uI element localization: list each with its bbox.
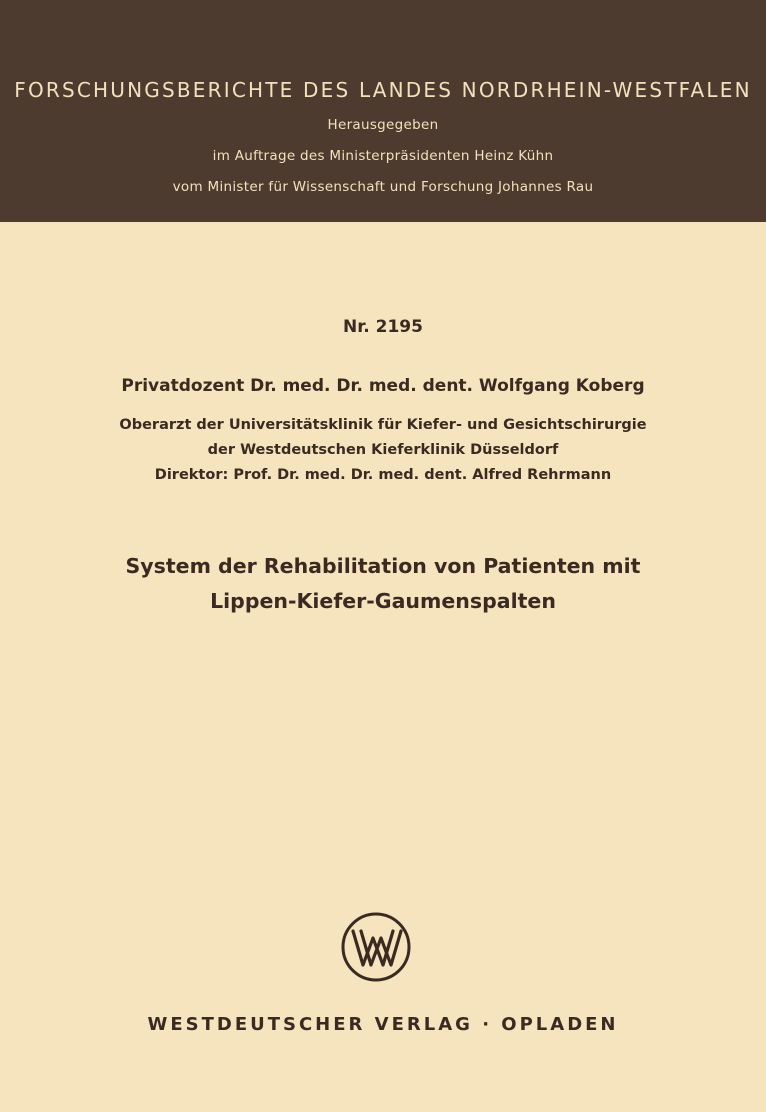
author-affiliation-3: Direktor: Prof. Dr. med. Dr. med. dent. Alfred Rehrmann xyxy=(154,467,612,483)
book-title-line-2: Lippen-Kiefer-Gaumenspalten xyxy=(210,589,556,613)
author-name: Privatdozent Dr. med. Dr. med. dent. Wolfgang Koberg xyxy=(121,376,645,396)
issue-number: Nr. 2195 xyxy=(343,317,423,337)
editor-line-3: vom Minister für Wissenschaft und Forschung Johannes Rau xyxy=(172,179,594,195)
editor-line-2: im Auftrage des Ministerpräsidenten Heinz Kühn xyxy=(212,148,554,164)
author-affiliation-2: der Westdeutschen Kieferklinik Düsseldorf xyxy=(207,442,559,458)
author-affiliation-1: Oberarzt der Universitätsklinik für Kiefer- und Gesichtschirurgie xyxy=(119,417,647,433)
book-title-line-1: System der Rehabilitation von Patienten mit xyxy=(125,554,641,578)
header-band xyxy=(0,0,766,222)
wv-publisher-logo-icon xyxy=(340,911,412,983)
publisher-name: WESTDEUTSCHER VERLAG · OPLADEN xyxy=(147,1014,619,1035)
editor-line-1: Herausgegeben xyxy=(327,117,439,133)
series-title: FORSCHUNGSBERICHTE DES LANDES NORDRHEIN-WESTFALEN xyxy=(14,78,752,102)
